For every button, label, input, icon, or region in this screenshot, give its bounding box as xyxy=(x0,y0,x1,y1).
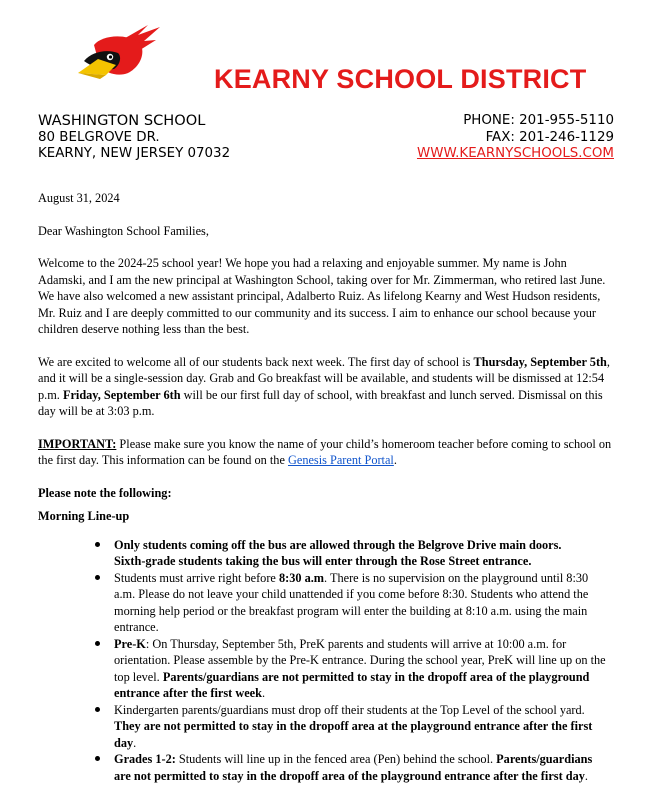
text-run: . There is no supervision on the playground until 8:30 a.m. Please do not leave your child unattended if you come before 8:30. Students who attend the morning help period or the breakfast program will enter the building at 8:10 a.m. using the main entrance. xyxy=(114,570,589,634)
address-line-1: 80 BELGROVE DR. xyxy=(38,129,160,145)
text-run: . xyxy=(393,453,397,467)
bullet-icon xyxy=(95,641,100,646)
text-run: : On Thursday, September 5th, PreK parents and students will arrive at 10:00 a.m. for orientation. Please assemble by the Pre-K entrance. During the school year, PreK will line up on the top level. xyxy=(114,636,606,684)
first-day-paragraph xyxy=(38,354,612,420)
text-run: They are not permitted to stay in the dropoff area at the playground entrance after the first day xyxy=(114,719,593,750)
important-label: IMPORTANT: xyxy=(38,436,117,451)
text-run: , and it will be a single-session day. Grab and Go breakfast will be available, and students will be dismissed at 12:54 p.m. xyxy=(38,354,610,402)
text-run: Pre-K xyxy=(114,636,146,651)
text-run: Grades 1-2: xyxy=(114,752,176,766)
school-name: WASHINGTON SCHOOL xyxy=(38,112,206,129)
arrival-time: 8:30 a.m xyxy=(278,570,325,585)
list-item xyxy=(114,636,612,702)
genesis-portal-link[interactable]: Genesis Parent Portal xyxy=(287,453,394,467)
phone-number: PHONE: 201-955-5110 xyxy=(463,113,614,128)
text-run: Students will line up in the fenced area (Pen) behind the school. xyxy=(175,752,497,766)
address-line-2: KEARNY, NEW JERSEY 07032 xyxy=(38,146,231,161)
contact-block xyxy=(417,113,614,163)
notes-heading: Please note the following: xyxy=(38,485,172,500)
lineup-list xyxy=(38,537,612,785)
text-run: Kindergarten parents/guardians must drop off their students at the Top Level of the school yard. xyxy=(114,702,585,717)
website-link[interactable]: WWW.KEARNYSCHOOLS.COM xyxy=(416,146,614,161)
list-item xyxy=(114,570,612,636)
list-item xyxy=(114,537,612,570)
text-run: We are excited to welcome all of our students back next week. The first day of school is xyxy=(38,354,474,369)
bullet-icon xyxy=(95,707,100,712)
cardinal-logo-icon xyxy=(76,23,162,81)
text-run: Only students coming off the bus are allowed through the Belgrove Drive main doors. xyxy=(114,537,562,552)
letter-body xyxy=(38,190,612,784)
important-paragraph xyxy=(38,436,612,469)
text-run: will be our first full day of school, with breakfast and lunch served. Dismissal on this day will be at 3:03 p.m. xyxy=(38,387,603,418)
bullet-icon xyxy=(95,756,100,761)
morning-lineup-heading: Morning Line-up xyxy=(38,509,130,523)
text-run: . xyxy=(261,686,266,700)
text-run: . xyxy=(584,768,588,783)
bullet-icon xyxy=(95,575,100,580)
text-run: Students must arrive right before xyxy=(114,570,279,585)
text-run: Parents/guardians are not permitted to stay in the dropoff area of the playground entrance after the first day xyxy=(114,752,593,783)
fax-number: FAX: 201-246-1129 xyxy=(485,129,614,145)
text-run: Parents/guardians are not permitted to stay in the dropoff area of the playground entrance after the first week xyxy=(114,669,590,700)
school-address-block xyxy=(38,113,230,163)
text-run: . xyxy=(133,735,137,750)
bullet-icon xyxy=(95,542,100,547)
letter-date: August 31, 2024 xyxy=(38,191,120,205)
list-item xyxy=(114,751,612,784)
list-item xyxy=(114,702,612,752)
intro-paragraph: Welcome to the 2024-25 school year! We hope you had a relaxing and enjoyable summer. My name is John Adamski, and I am the new principal at Washington School, taking over for Mr. Zimmerman, who retired last June. We have also welcomed a new assistant principal, Adalberto Ruiz. As lifelong Kearny and West Hudson residents, Mr. Ruiz and I are deeply committed to our community and its success. I aim to enhance our school because your children deserve nothing less than the best. xyxy=(38,256,606,336)
letter-greeting: Dear Washington School Families, xyxy=(38,223,209,238)
text-run: Sixth-grade students taking the bus will enter through the Rose Street entrance. xyxy=(114,554,532,568)
full-day-date: Friday, September 6th xyxy=(62,387,181,402)
first-day-date: Thursday, September 5th xyxy=(473,354,607,369)
district-title: KEARNY SCHOOL DISTRICT xyxy=(214,64,587,94)
text-run: Please make sure you know the name of your child’s homeroom teacher before coming to school on the first day. This information can be found on the xyxy=(38,436,612,467)
